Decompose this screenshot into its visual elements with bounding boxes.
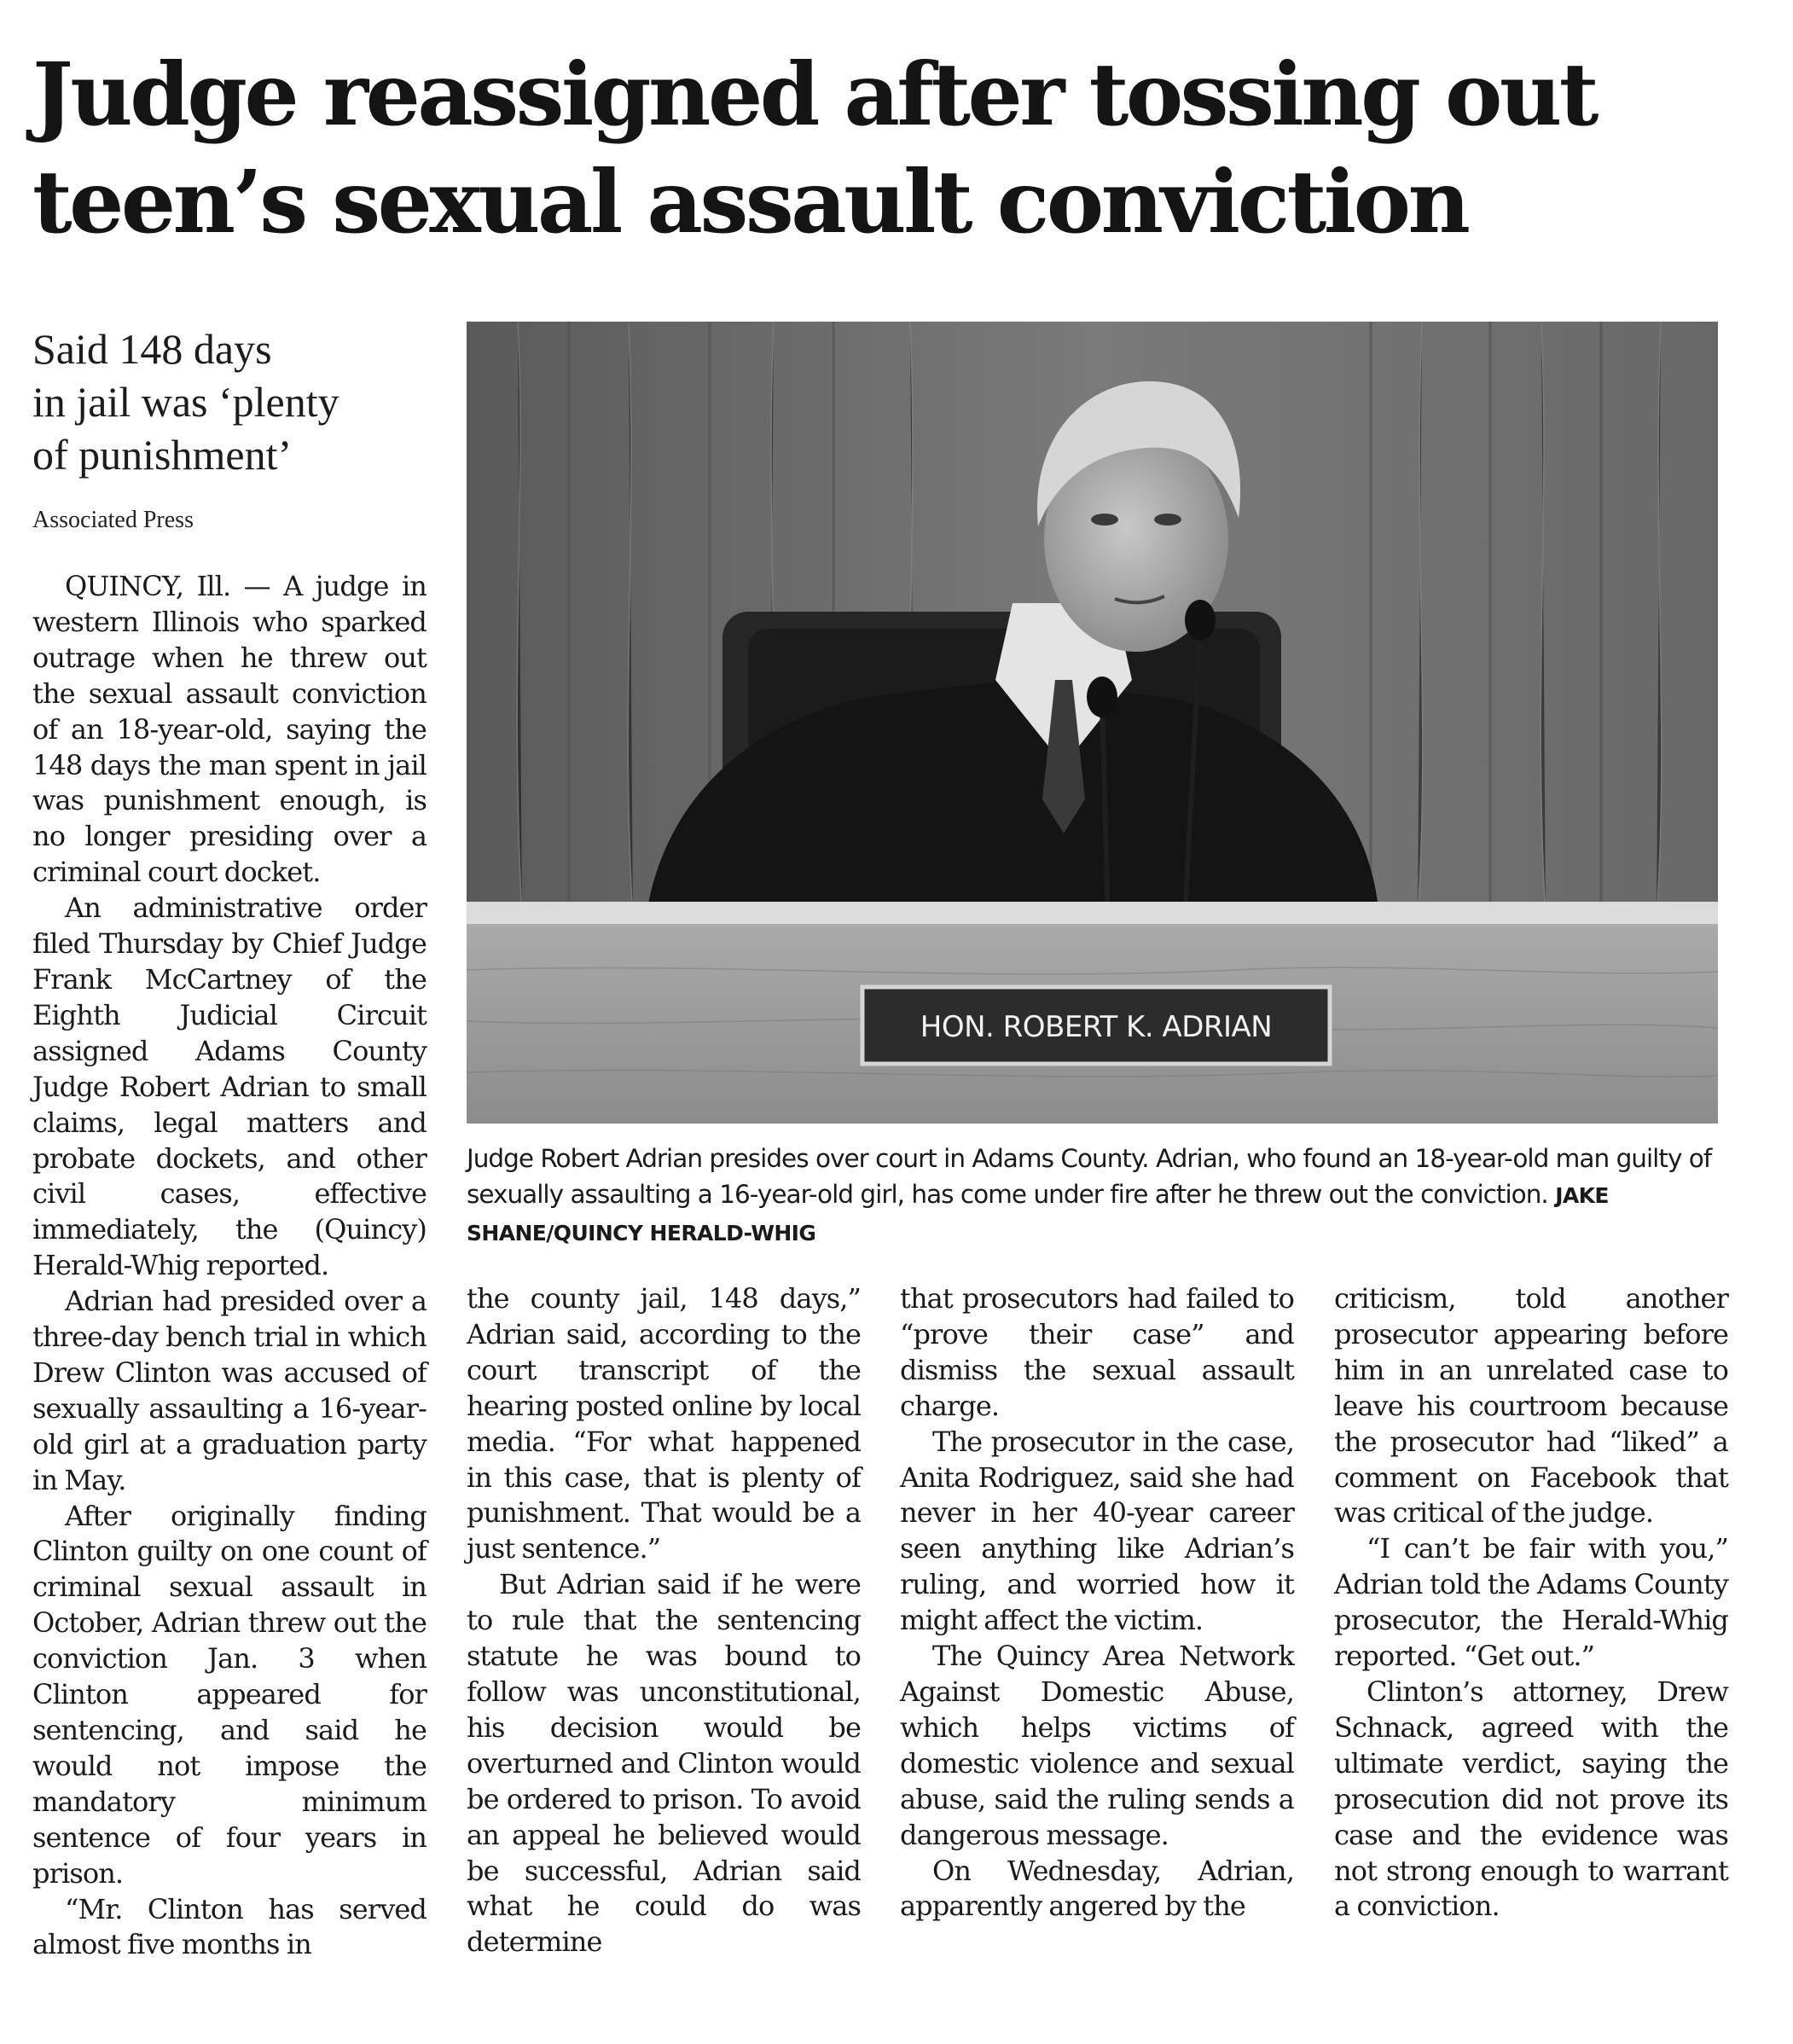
paragraph: An administrative order filed Thursday by Chief Judge Frank McCartney of the Eighth Judicial Circuit assigned Adams County Judge Robert Adrian to small claims, legal matters and probate dockets, and other civil cases, effective immediately, the (Quincy) Herald-Whig reported. (32, 891, 426, 1282)
deck-line-1: Said 148 days (32, 325, 272, 373)
byline: Associated Press (32, 507, 194, 533)
paragraph: The Quincy Area Network Against Domestic Abuse, which helps victims of domestic violence and sexual abuse, said the ruling sends a dangerous message. (900, 1640, 1294, 1851)
article-column-1 (32, 569, 426, 1963)
headline-line-1: Judge reassigned after tossing out (32, 44, 1596, 145)
paragraph: criticism, told another prosecutor appearing before him in an unrelated case to leave his courtroom because the prosecutor had “liked” a comment on Facebook that was critical of the judge. (1334, 1282, 1728, 1530)
paragraph: The prosecutor in the case, Anita Rodriguez, said she had never in her 40-year career seen anything like Adrian’s ruling, and worried how it might affect the victim. (900, 1425, 1294, 1637)
deck-line-2: in jail was ‘plenty (32, 378, 339, 426)
article-column-3 (900, 1281, 1294, 1925)
deck-subheadline (32, 322, 433, 481)
deck-line-3: of punishment’ (32, 431, 293, 479)
caption-text: Judge Robert Adrian presides over court in Adams County. Adrian, who found an 18-year-old man guilty of sexually assaulting a 16-year-old girl, has come under fire after he threw out the conviction. (467, 1144, 1712, 1209)
paragraph: “I can’t be fair with you,” Adrian told the Adams County prosecutor, the Herald-Whig reported. “Get out.” (1334, 1532, 1728, 1673)
paragraph: Clinton’s attorney, Drew Schnack, agreed with the ultimate verdict, saying the prosecution did not prove its case and the evidence was not strong enough to warrant a conviction. (1334, 1675, 1728, 1923)
paragraph: On Wednesday, Adrian, apparently angered by the (900, 1854, 1294, 1923)
paragraph: But Adrian said if he were to rule that the sentencing statute he was bound to follow was unconstitutional, his decision would be overturned and Clinton would be ordered to prison. To avoid an appeal he believed would be successful, Adrian said what he could do was determine (467, 1568, 861, 1959)
paragraph: that prosecutors had failed to “prove their case” and dismiss the sexual assault charge. (900, 1282, 1294, 1422)
headline-line-2: teen’s sexual assault conviction (32, 151, 1468, 253)
article-column-4 (1334, 1281, 1728, 1925)
paragraph: After originally finding Clinton guilty on one count of criminal sexual assault in October, Adrian threw out the conviction Jan. 3 when Clinton appeared for sentencing, and said he would not impose the mandatory minimum sentence of four years in prison. (32, 1499, 426, 1890)
paragraph: “Mr. Clinton has served almost five months in (32, 1892, 426, 1961)
paragraph: QUINCY, Ill. — A judge in western Illinois who sparked outrage when he threw out the sexual assault conviction of an 18-year-old, saying the 148 days the man spent in jail was punishment enough, is no longer presiding over a criminal court docket. (32, 570, 426, 889)
paragraph: the county jail, 148 days,” Adrian said, according to the court transcript of the hearing posted online by local media. “For what happened in this case, that is plenty of punishment. That would be a just sentence.” (467, 1282, 861, 1565)
judge-photo (467, 322, 1718, 1124)
nameplate-text: HON. ROBERT K. ADRIAN (920, 1010, 1273, 1044)
article-column-2 (467, 1281, 861, 1960)
headline (32, 41, 1764, 256)
photo-caption (467, 1141, 1720, 1251)
paragraph: Adrian had presided over a three-day bench trial in which Drew Clinton was accused of sexually assaulting a 16-year-old girl at a graduation party in May. (32, 1285, 426, 1496)
photo-credit: JAKE SHANE/QUINCY HERALD-WHIG (467, 1183, 1609, 1246)
